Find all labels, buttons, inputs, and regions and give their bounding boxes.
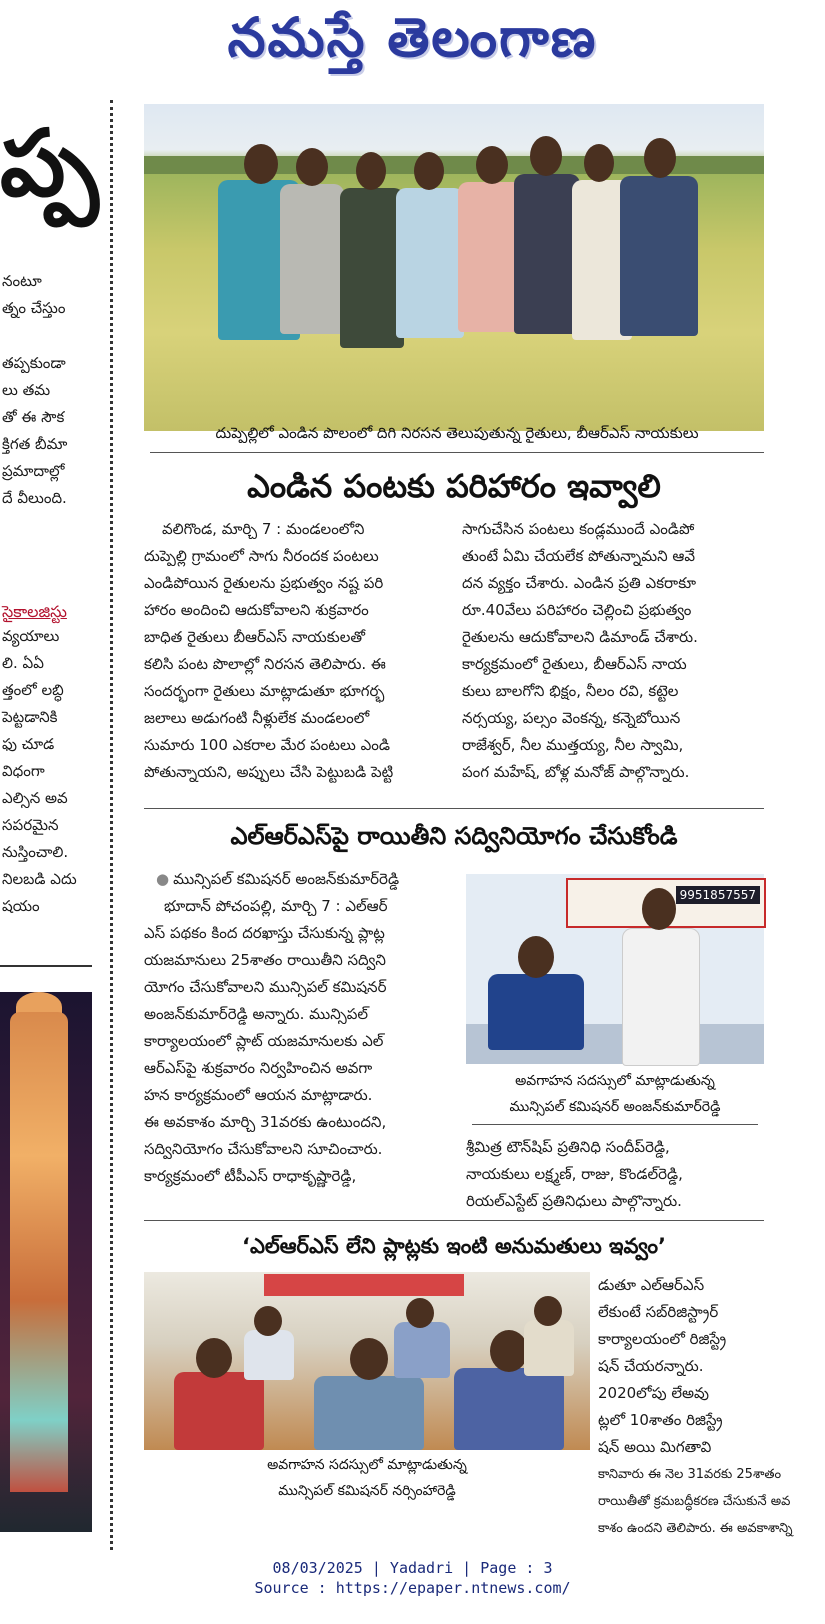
left-strip-line: ఫు చూడ [2, 735, 55, 753]
byline [144, 866, 452, 893]
story2-column-1 [144, 866, 452, 1190]
text-line: షన్ అయి మిగతావి [598, 1438, 712, 1456]
commissioner-photo [466, 874, 764, 1064]
text-line: వలిగొండ, మార్చి 7 : మండలంలోని [162, 520, 365, 538]
text-line: బాధిత రైతులు బీఆర్ఎస్ నాయకులతో [144, 628, 366, 646]
left-strip-line: త్తంలో లబ్ధి [2, 681, 64, 699]
text-line: రియల్‌ఎస్టేట్ ప్రతినిధులు పాల్గొన్నారు. [466, 1192, 682, 1210]
photo-caption-meeting [144, 1452, 590, 1504]
text-line: సద్వినియోగం చేసుకోవాలని సూచించారు. [144, 1140, 383, 1158]
left-strip-line: ఎల్సిన అవ [2, 789, 68, 807]
footer-source-link[interactable]: Source : https://epaper.ntnews.com/ [254, 1579, 571, 1597]
caption-rule [472, 1124, 758, 1125]
text-line: హారం అందించి ఆదుకోవాలని శుక్రవారం [144, 601, 369, 619]
text-line: యోగం చేసుకోవాలని మున్సిపల్ కమిషనర్ [144, 978, 387, 996]
text-line: రాయితీతో క్రమబద్ధీకరణ చేసుకునే అవ [598, 1494, 791, 1509]
text-line: సందర్భంగా రైతులు మాట్లాడుతూ భూగర్భ [144, 682, 385, 700]
text-line: కార్యక్రమంలో రైతులు, బీఆర్ఎస్ నాయ [462, 655, 687, 673]
text-line: కులు బాలగోని భిక్షం, నీలం రవి, కట్టెల [462, 682, 679, 700]
text-line: కలిసి పంట పొలాల్లో నిరసన తెలిపారు. ఈ [144, 655, 386, 673]
text-line: యజమానులు 25శాతం రాయితీని సద్విని [144, 951, 386, 969]
text-line: ఎస్ పథకం కింద దరఖాస్తు చేసుకున్న ప్లాట్ల [144, 924, 385, 942]
text-line: దన వ్యక్తం చేశారు. ఎండిన ప్రతి ఎకరాకూ [462, 574, 697, 592]
text-line: ఎండిపోయిన రైతులను ప్రభుత్వం నష్ట పరి [144, 574, 384, 592]
story-divider [144, 1220, 764, 1221]
left-strip-heading: సైకాలజిస్టు [2, 602, 67, 621]
left-strip-line: పెట్టడానికి [2, 708, 58, 726]
left-strip-line: ప్రమాదాల్లో [2, 462, 65, 480]
caption-line: అవగాహన సదస్సులో మాట్లాడుతున్న [267, 1457, 467, 1473]
story2-column-2 [466, 1134, 764, 1215]
banner-phone: 9951857557 [676, 886, 760, 904]
left-strip-line: వ్యయాలు [2, 627, 60, 645]
byline-text: మున్సిపల్ కమిషనర్ అంజన్‌కుమార్‌రెడ్డి [173, 870, 400, 888]
text-line: జలాలు అడుగంటి నీళ్లులేక మండలంలో [144, 709, 370, 727]
text-line: కార్యాలయంలో రిజిస్ట్రే [598, 1330, 727, 1348]
story3-column-right [598, 1272, 764, 1461]
text-line: నాయకులు లక్ష్మణ్, రాజు, కొండల్‌రెడ్డి, [466, 1165, 683, 1183]
left-strip-big-headline: ప్ప [0, 110, 99, 217]
text-line: సాగుచేసిన పంటలు కండ్లముందే ఎండిపో [462, 520, 695, 538]
headline-lrs-discount: ఎల్ఆర్ఎస్‌పై రాయితీని సద్వినియోగం చేసుకోండి [230, 822, 678, 850]
headline-lrs-permissions: ‘ఎల్ఆర్ఎస్ లేని ప్లాట్లకు ఇంటి అనుమతులు ఇవ్వం’ [241, 1234, 667, 1258]
charminar-photo [0, 992, 92, 1532]
left-strip-line: సపరమైన [2, 816, 59, 834]
text-line: రైతులను ఆదుకోవాలని డిమాండ్ చేశారు. [462, 628, 698, 646]
text-line: 2020లోపు లేఅవు [598, 1384, 709, 1402]
left-strip-line: విధంగా [2, 762, 45, 780]
text-line: ఆర్ఎస్‌పై శుక్రవారం నిర్వహించిన అవగా [144, 1059, 373, 1077]
text-line: కాశం ఉందని తెలిపారు. ఈ అవకాశాన్ని [598, 1521, 793, 1536]
text-line: పంగ మహేష్, బోళ్ల మనోజ్ పాల్గొన్నారు. [462, 763, 690, 781]
text-line: అంజన్‌కుమార్‌రెడ్డి అన్నారు. మున్సిపల్ [144, 1005, 369, 1023]
story-divider [144, 808, 764, 809]
caption-line: మున్సిపల్ కమిషనర్ నర్సింహారెడ్డి [278, 1483, 456, 1499]
text-line: ట్లలో 10శాతం రిజిస్ట్రే [598, 1411, 723, 1429]
text-line: షన్ చేయరన్నారు. [598, 1357, 704, 1375]
photo-caption-commissioner [466, 1068, 764, 1120]
text-line: హన కార్యక్రమంలో ఆయన మాట్లాడారు. [144, 1086, 373, 1104]
left-strip-line: లి. ఏఏ [2, 654, 44, 672]
text-line: శ్రీమిత్ర టౌన్‌షిప్ ప్రతినిధి సందీప్‌రెడ్డి, [466, 1138, 670, 1156]
caption-rule [150, 452, 764, 453]
tower-minaret [10, 1012, 68, 1492]
story3-column-bottom [598, 1461, 793, 1545]
left-strip-line: దే వీలుంది. [2, 489, 67, 507]
farmers-field-photo [144, 104, 764, 431]
text-line: డుతూ ఎల్ఆర్ఎస్ [598, 1276, 705, 1294]
left-strip-line: తో ఈ సౌక [2, 408, 65, 426]
text-line: పోతున్నాయని, అప్పులు చేసి పెట్టుబడి పెట్టి [144, 763, 394, 781]
left-strip-line: షయం [2, 897, 40, 915]
left-strip-line: నంటూ [2, 272, 42, 290]
left-strip-line: నుస్తించాలి. [2, 843, 69, 861]
photo-caption-farmers: దుప్పెల్లిలో ఎండిన పొలంలో దిగి నిరసన తెలుపుతున్న రైతులు, బీఆర్ఎస్ నాయకులు [215, 424, 699, 442]
left-strip-divider [0, 965, 92, 967]
left-strip-line: త్నం చేస్తుం [2, 299, 66, 317]
text-line: కార్యక్రమంలో టీపీఎస్ రాధాకృష్ణారెడ్డి, [144, 1167, 357, 1185]
bullet-icon: ● [156, 870, 170, 888]
story1-column-2 [462, 516, 764, 786]
left-strip-line: క్తిగత బీమా [2, 435, 68, 453]
left-strip-line: తప్పకుండా [2, 354, 66, 372]
masthead [0, 0, 825, 80]
text-line: నర్సయ్య, పల్సం వెంకన్న, కన్నెబోయిన [462, 709, 681, 727]
stage-banner [264, 1274, 464, 1296]
text-line: రూ.40వేలు పరిహారం చెల్లించి ప్రభుత్వం [462, 601, 692, 619]
text-line: కార్యాలయంలో ప్లాట్ యజమానులకు ఎల్ [144, 1032, 384, 1050]
caption-line: మున్సిపల్ కమిషనర్ అంజన్‌కుమార్‌రెడ్డి [509, 1099, 721, 1115]
page-footer [0, 1558, 825, 1598]
text-line: దుప్పెల్లి గ్రామంలో సాగు నీరందక పంటలు [144, 547, 379, 565]
footer-date-edition: 08/03/2025 | Yadadri | Page : 3 [272, 1559, 553, 1577]
caption-line: అవగాహన సదస్సులో మాట్లాడుతున్న [515, 1073, 715, 1089]
text-line: భూదాన్ పోచంపల్లి, మార్చి 7 : ఎల్ఆర్ [164, 897, 388, 915]
left-strip-line: నిలబడి ఎదు [2, 870, 77, 888]
masthead-title: నమస్తే తెలంగాణ [227, 6, 598, 69]
headline-crop-compensation: ఎండిన పంటకు పరిహారం ఇవ్వాలి [247, 467, 661, 505]
text-line: ఈ అవకాశం మార్చి 31వరకు ఉంటుందని, [144, 1113, 387, 1131]
text-line: లేకుంటే సబ్‌రిజిస్ట్రార్ [598, 1303, 719, 1321]
left-strip-line: లు తమ [2, 381, 51, 399]
text-line: కానివారు ఈ నెల 31వరకు 25శాతం [598, 1467, 782, 1482]
column-divider-dotted [110, 100, 113, 1550]
story1-column-1 [144, 516, 452, 786]
left-strip-article [0, 100, 110, 1550]
meeting-audience-photo [144, 1272, 590, 1450]
text-line: సుమారు 100 ఎకరాల మేర పంటలు ఎండి [144, 736, 390, 754]
text-line: రాజేశ్వర్, నీల ముత్తయ్య, నీల స్వామి, [462, 736, 684, 754]
text-line: తుంటే ఏమి చేయలేక పోతున్నామని ఆవే [462, 547, 696, 565]
